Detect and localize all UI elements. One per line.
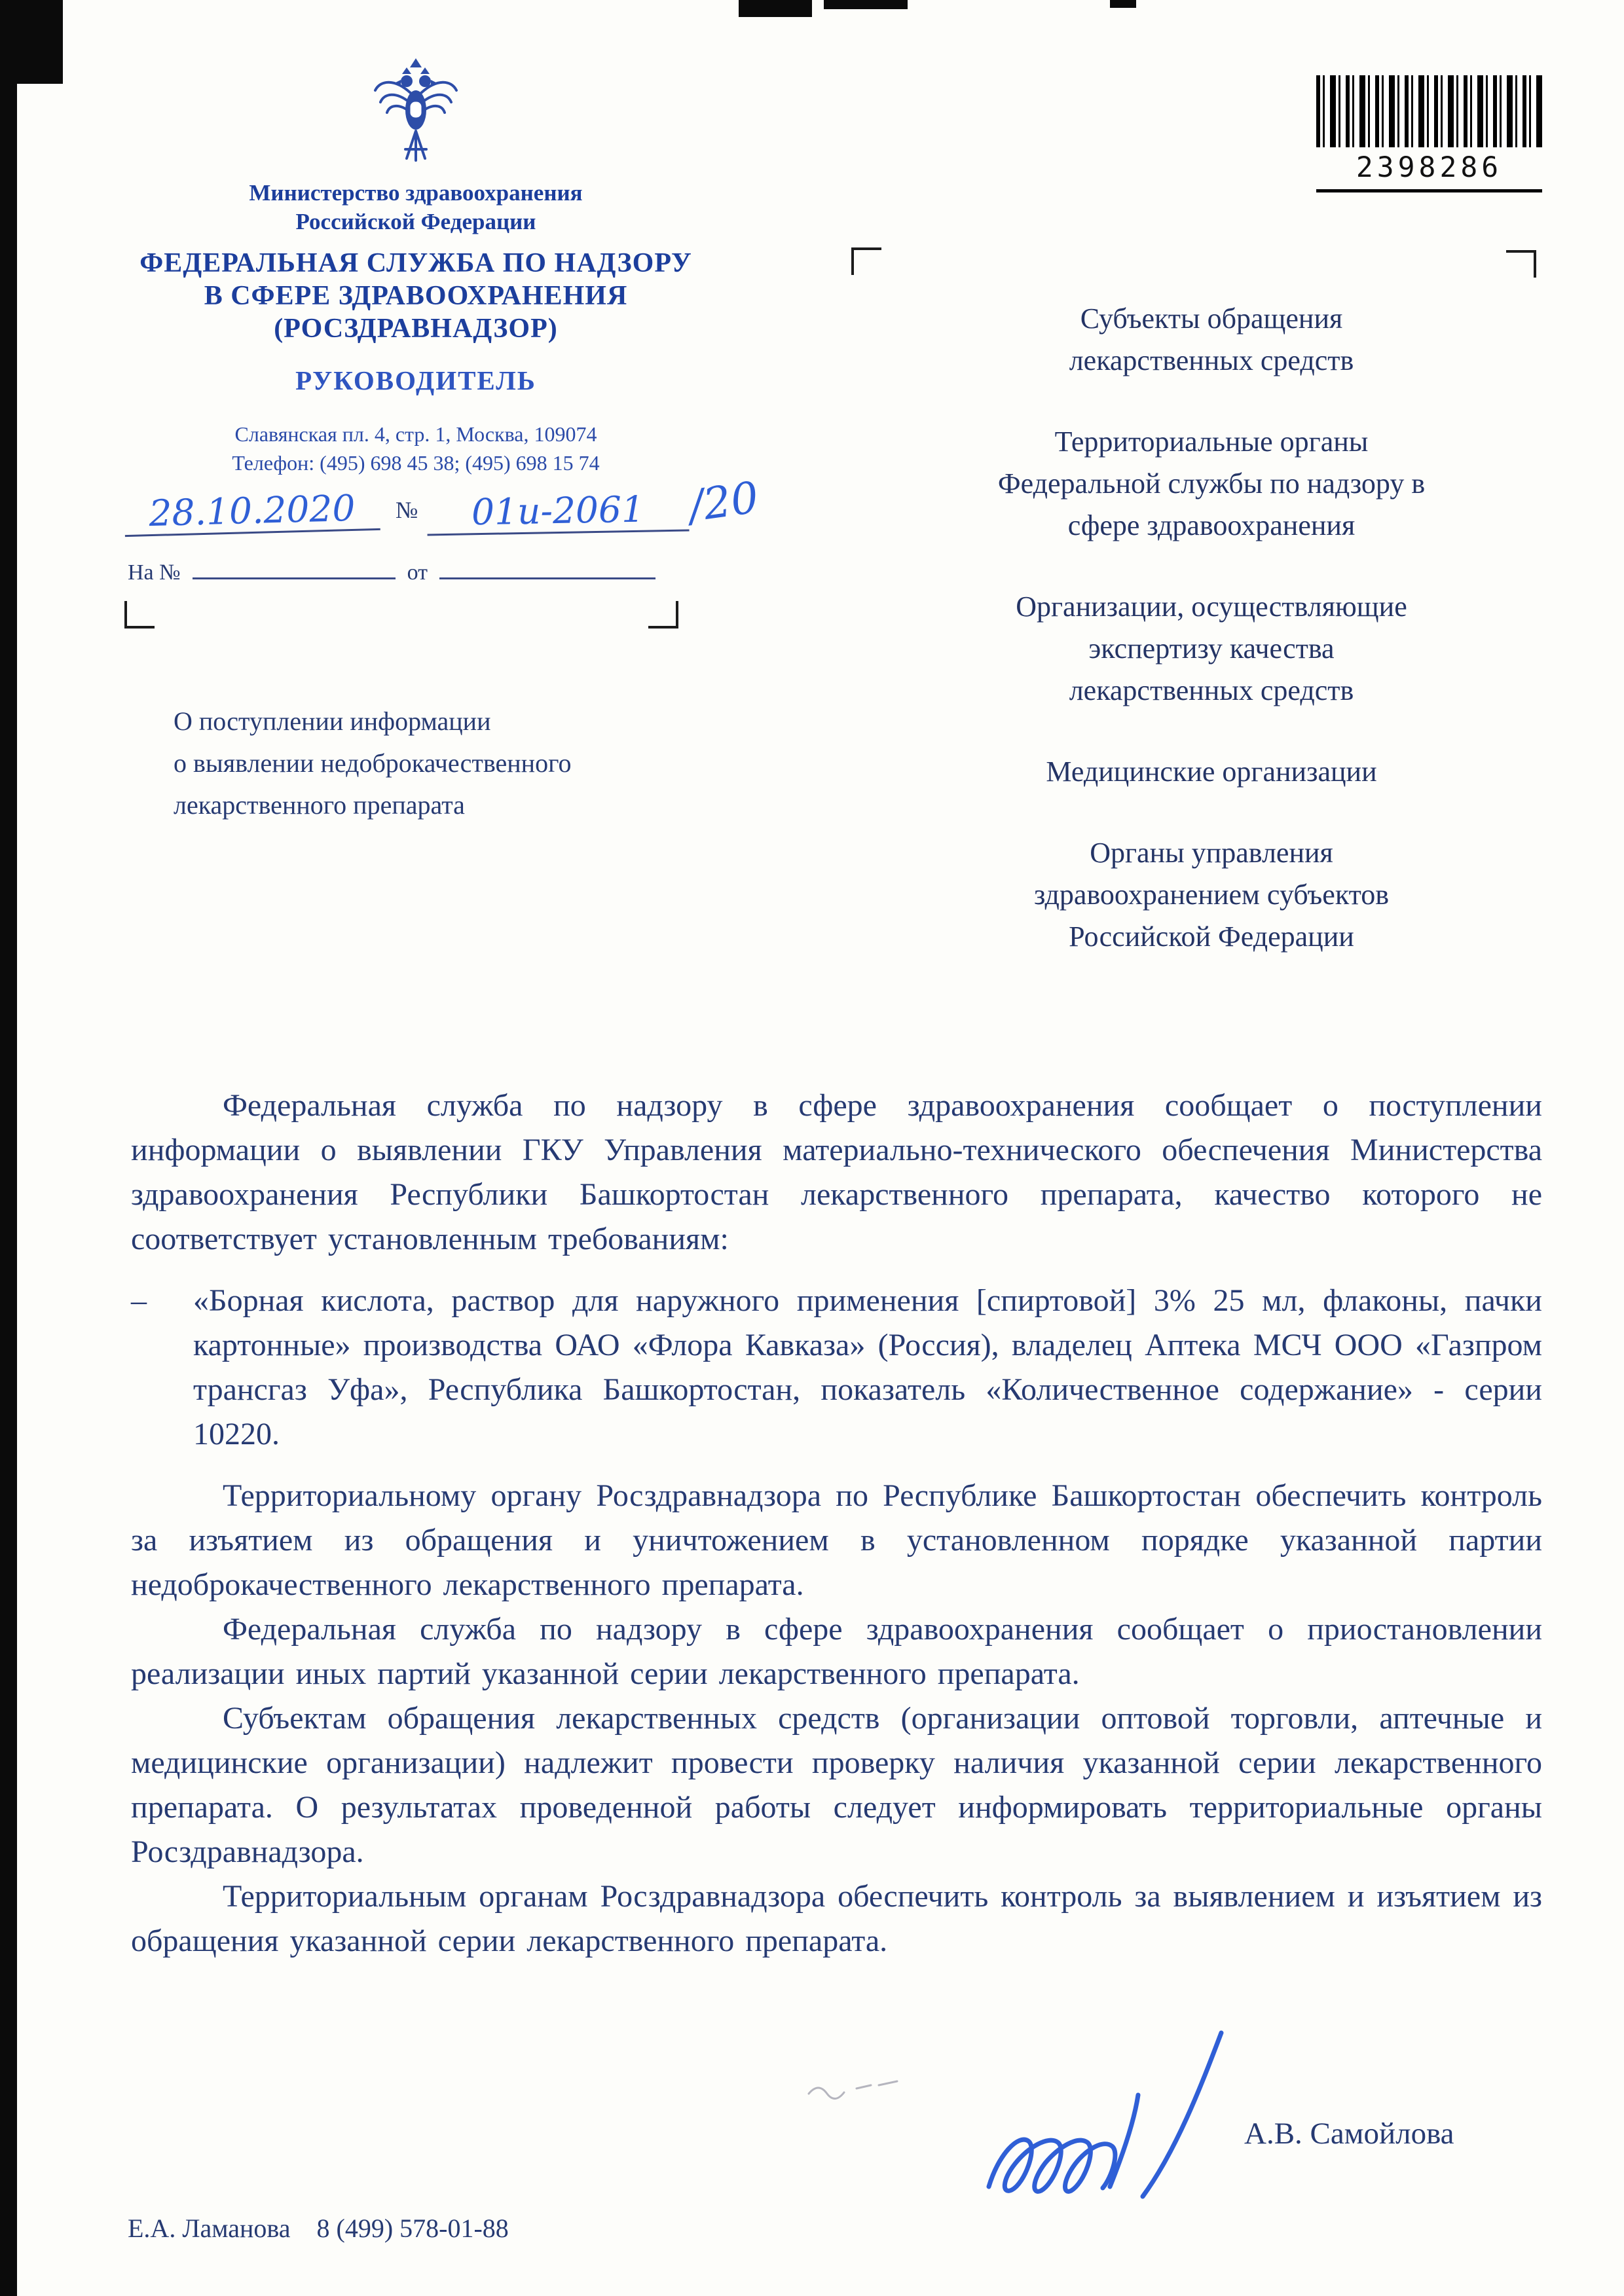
body-paragraph: Территориальным органам Росздравнадзора обеспечить контроль за выявлением и изъятием из обращения указанной серии лекарственного препарата. [131,1879,1542,1958]
defective-drug-list-item [131,1279,1542,1457]
ref-number-blank [193,553,396,579]
subject-line: О поступлении информации [174,706,491,736]
body-paragraph-intro: Федеральная служба по надзору в сфере здравоохранения сообщает о поступлении информации о выявлении ГКУ Управления материально-технического обеспечения Министерства здравоохранения Республики Башкортостан лекарственного препарата, качество которого не соответствует установленным требованиям: [131,1088,1542,1256]
letterhead-phone: Телефон: (495) 698 45 38; (495) 698 15 74 [232,451,600,475]
scan-artifact [739,0,812,17]
recipient-line: Организации, осуществляющие [1016,591,1407,623]
recipient-line: Органы управления [1090,837,1333,869]
recipient-block [871,586,1552,712]
scan-corner-artifact [0,0,63,84]
recipient-line: Субъекты обращения [1080,302,1343,335]
signer-name: А.В. Самойлова [1244,2117,1454,2151]
barcode-number: 2398286 [1356,151,1503,184]
executor-phone: 8 (499) 578-01-88 [316,2214,509,2243]
recipient-block [871,421,1552,547]
ministry-name-line1: Министерство здравоохранения [249,180,583,206]
corner-mark-top-right [1506,250,1536,278]
handwritten-date: 28.10.2020 [124,486,380,537]
scan-artifact [1110,0,1136,8]
subject-line: о выявлении недоброкачественного [174,748,572,778]
recipient-line: лекарственных средств [1069,344,1354,376]
scan-edge-artifact [0,0,17,2296]
recipient-line: Федеральной службы по надзору в [997,467,1426,500]
pencil-marks [805,2075,910,2102]
recipient-block [871,751,1552,793]
body-paragraph: Субъектам обращения лекарственных средств (организации оптовой торговли, аптечные и медицинские организации) надлежит провести проверку наличия указанной серии лекарственного препарата. О результатах проведенной работы следует информировать территориальные органы Росздравнадзора. [131,1701,1542,1869]
coat-of-arms-icon [370,52,462,173]
handwritten-doc-number: 01и-2061 [427,488,690,536]
service-name-line1: ФЕДЕРАЛЬНАЯ СЛУЖБА ПО НАДЗОРУ [139,248,692,278]
ref-from-label: от [407,560,428,585]
date-number-line [124,471,845,535]
body-paragraph: Федеральная служба по надзору в сфере здравоохранения сообщает о приостановлении реализации иных партий указанной серии лекарственного препарата. [131,1612,1542,1691]
recipients-column [871,298,1552,997]
service-name-line3: (РОСЗДРАВНАДЗОР) [274,314,558,344]
corner-mark-bottom-left [124,601,155,629]
subject-line: лекарственного препарата [174,790,465,820]
scan-artifact [824,0,908,9]
recipient-line: Территориальные органы [1054,426,1369,458]
executor-line [128,2213,509,2244]
letterhead-address: Славянская пл. 4, стр. 1, Москва, 109074 [234,422,597,446]
letterhead [72,52,760,477]
recipient-line: лекарственных средств [1069,674,1354,706]
recipient-block [871,832,1552,958]
recipient-line: Российской Федерации [1069,920,1354,953]
list-item-text: «Борная кислота, раствор для наружного применения [спиртовой] 3% 25 мл, флаконы, пачки картонные» производства ОАО «Флора Кавказа» (Россия), владелец Аптека МСЧ ООО «Газпром трансгаз Уфа», Республика Башкортостан, показатель «Количественное содержание» - серии 10220. [193,1283,1542,1451]
handwritten-doc-number-suffix: /20 [686,471,762,532]
ministry-name-line2: Российской Федерации [295,209,536,234]
executor-name: Е.А. Ламанова [128,2214,291,2243]
recipient-block [871,298,1552,382]
signature-autograph [963,2023,1238,2219]
body-paragraph: Территориальному органу Росздравнадзора по Республике Башкортостан обеспечить контроль за изъятием из обращения и уничтожением в установленном порядке указанной партии недоброкачественного лекарственного препарата. [131,1478,1542,1602]
barcode-bars [1316,75,1542,147]
recipient-line: здравоохранением субъектов [1033,879,1390,911]
corner-mark-bottom-right [648,601,678,629]
service-name-line2: В СФЕРЕ ЗДРАВООХРАНЕНИЯ [204,281,628,311]
ref-label: На № [128,560,181,585]
document-barcode [1316,75,1542,192]
letter-subject [174,701,763,826]
recipient-line: экспертизу качества [1088,632,1335,665]
letter-body [131,1084,1542,1963]
ref-date-blank [439,553,655,579]
list-dash: – [131,1283,147,1318]
corner-mark-top-left [851,247,881,275]
number-sign: № [396,497,418,523]
position-title: РУКОВОДИТЕЛЬ [295,365,536,395]
recipient-line: Медицинские организации [1046,756,1377,788]
reference-line [128,553,655,585]
recipient-line: сфере здравоохранения [1067,509,1356,541]
